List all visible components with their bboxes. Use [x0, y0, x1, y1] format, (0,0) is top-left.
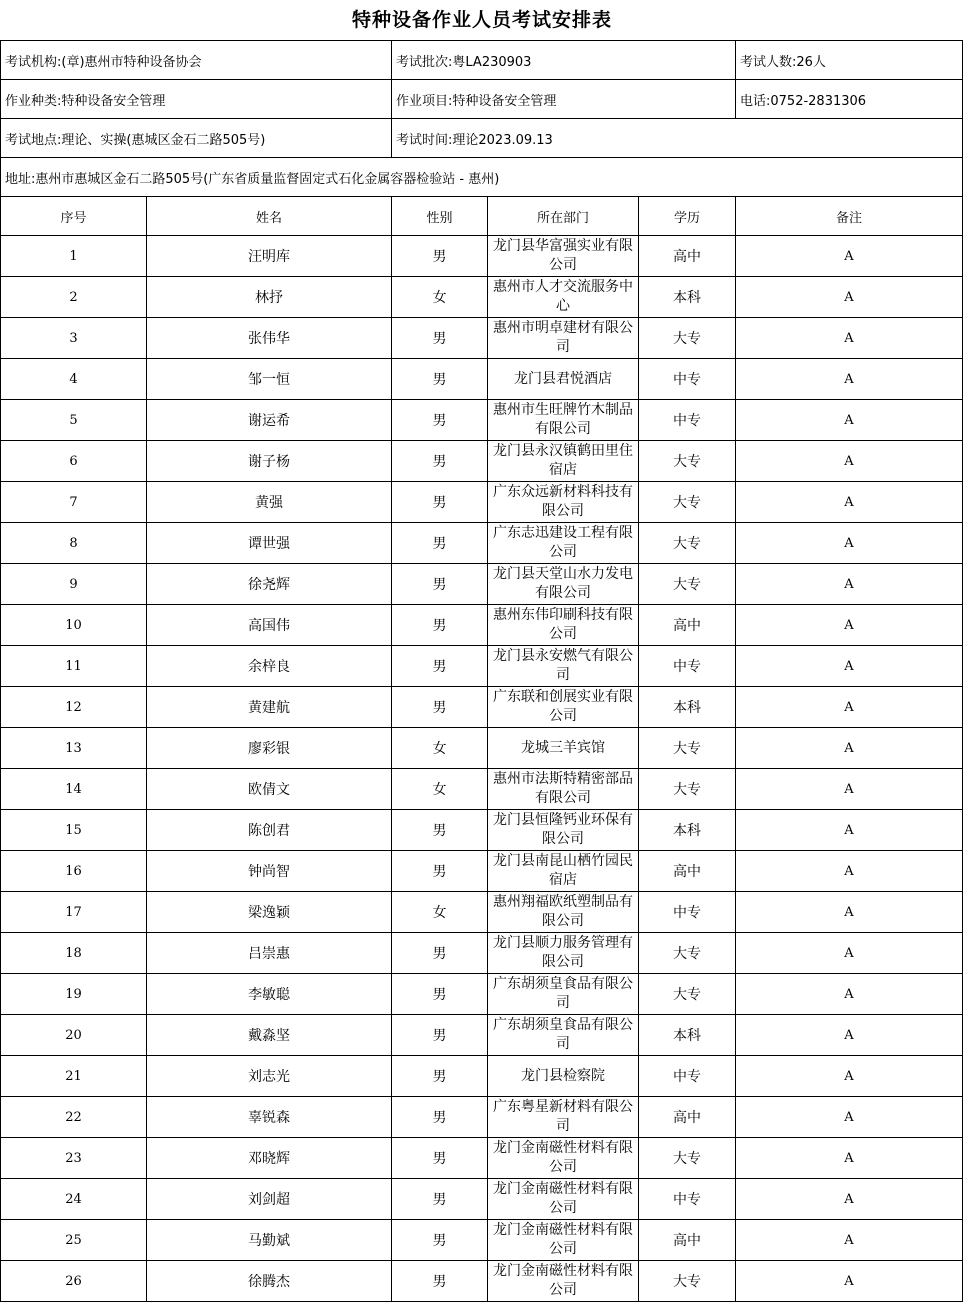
row-number: 19: [1, 974, 147, 1015]
row-number: 25: [1, 1220, 147, 1261]
candidate-gender: 男: [392, 605, 488, 646]
exam-batch: 考试批次:粤LA230903: [392, 41, 736, 80]
row-number: 26: [1, 1261, 147, 1302]
row-number: 21: [1, 1056, 147, 1097]
candidate-note: A: [736, 851, 963, 892]
candidate-name: 徐尧辉: [147, 564, 392, 605]
row-number: 12: [1, 687, 147, 728]
exam-info-table: [0, 40, 963, 197]
candidate-gender: 男: [392, 1220, 488, 1261]
candidate-name: 高国伟: [147, 605, 392, 646]
table-row: [1, 441, 963, 482]
candidate-education: 大专: [639, 728, 736, 769]
candidate-department: 惠州市明卓建材有限公司: [488, 318, 639, 359]
candidate-note: A: [736, 277, 963, 318]
contact-phone: 电话:0752-2831306: [736, 80, 963, 119]
candidate-education: 本科: [639, 277, 736, 318]
candidate-note: A: [736, 1097, 963, 1138]
candidate-education: 中专: [639, 359, 736, 400]
table-row: [1, 277, 963, 318]
candidate-name: 吕崇惠: [147, 933, 392, 974]
candidate-note: A: [736, 1015, 963, 1056]
row-number: 17: [1, 892, 147, 933]
candidate-gender: 男: [392, 1179, 488, 1220]
candidate-gender: 男: [392, 441, 488, 482]
candidate-note: A: [736, 687, 963, 728]
work-item: 作业项目:特种设备安全管理: [392, 80, 736, 119]
table-row: [1, 646, 963, 687]
table-row: [1, 810, 963, 851]
exam-address: 地址:惠州市惠城区金石二路505号(广东省质量监督固定式石化金属容器检验站 - 惠州): [1, 158, 963, 197]
candidate-department: 龙门县君悦酒店: [488, 359, 639, 400]
page-title: 特种设备作业人员考试安排表: [351, 9, 612, 31]
candidate-education: 大专: [639, 769, 736, 810]
table-row: [1, 851, 963, 892]
candidate-education: 大专: [639, 564, 736, 605]
candidate-education: 中专: [639, 646, 736, 687]
info-row: [1, 80, 963, 119]
table-row: [1, 769, 963, 810]
candidate-gender: 男: [392, 359, 488, 400]
row-number: 23: [1, 1138, 147, 1179]
table-row: [1, 605, 963, 646]
candidate-education: 高中: [639, 851, 736, 892]
candidate-education: 大专: [639, 318, 736, 359]
candidate-name: 马勤斌: [147, 1220, 392, 1261]
info-row: [1, 158, 963, 197]
candidate-gender: 男: [392, 482, 488, 523]
candidate-note: A: [736, 1261, 963, 1302]
candidate-name: 徐腾杰: [147, 1261, 392, 1302]
candidate-gender: 男: [392, 1056, 488, 1097]
column-header-gender: 性别: [392, 197, 488, 236]
candidate-name: 汪明库: [147, 236, 392, 277]
candidate-gender: 女: [392, 728, 488, 769]
table-row: [1, 687, 963, 728]
row-number: 7: [1, 482, 147, 523]
candidate-name: 谭世强: [147, 523, 392, 564]
info-row: [1, 41, 963, 80]
row-number: 9: [1, 564, 147, 605]
candidate-education: 大专: [639, 523, 736, 564]
column-header-dept: 所在部门: [488, 197, 639, 236]
candidate-education: 大专: [639, 441, 736, 482]
candidate-note: A: [736, 728, 963, 769]
row-number: 1: [1, 236, 147, 277]
row-number: 22: [1, 1097, 147, 1138]
candidate-note: A: [736, 441, 963, 482]
candidate-name: 廖彩银: [147, 728, 392, 769]
candidate-note: A: [736, 974, 963, 1015]
candidate-education: 大专: [639, 933, 736, 974]
candidate-name: 钟尚智: [147, 851, 392, 892]
candidate-education: 高中: [639, 1220, 736, 1261]
candidate-name: 邓晓辉: [147, 1138, 392, 1179]
candidate-name: 邹一恒: [147, 359, 392, 400]
column-header-name: 姓名: [147, 197, 392, 236]
candidate-department: 龙门县南昆山栖竹园民宿店: [488, 851, 639, 892]
exam-location: 考试地点:理论、实操(惠城区金石二路505号): [1, 119, 392, 158]
candidate-department: 广东胡须皇食品有限公司: [488, 1015, 639, 1056]
row-number: 13: [1, 728, 147, 769]
candidate-note: A: [736, 810, 963, 851]
candidate-name: 刘志光: [147, 1056, 392, 1097]
candidate-education: 大专: [639, 1261, 736, 1302]
candidate-gender: 男: [392, 1261, 488, 1302]
candidate-department: 惠州东伟印刷科技有限公司: [488, 605, 639, 646]
candidate-gender: 男: [392, 1138, 488, 1179]
candidate-education: 大专: [639, 482, 736, 523]
table-header-row: [1, 197, 963, 236]
candidate-department: 广东众远新材料科技有限公司: [488, 482, 639, 523]
candidate-department: 广东志迅建设工程有限公司: [488, 523, 639, 564]
table-row: [1, 1138, 963, 1179]
candidate-gender: 女: [392, 892, 488, 933]
candidate-table: [0, 196, 963, 1302]
candidate-education: 中专: [639, 1056, 736, 1097]
candidate-department: 龙门金南磁性材料有限公司: [488, 1138, 639, 1179]
candidate-note: A: [736, 318, 963, 359]
candidate-name: 余梓良: [147, 646, 392, 687]
candidate-note: A: [736, 892, 963, 933]
candidate-department: 惠州市人才交流服务中心: [488, 277, 639, 318]
candidate-department: 惠州市法斯特精密部品有限公司: [488, 769, 639, 810]
candidate-education: 本科: [639, 687, 736, 728]
candidate-department: 龙门县永安燃气有限公司: [488, 646, 639, 687]
table-row: [1, 1015, 963, 1056]
candidate-gender: 男: [392, 810, 488, 851]
candidate-education: 本科: [639, 810, 736, 851]
table-row: [1, 318, 963, 359]
candidate-department: 龙门金南磁性材料有限公司: [488, 1179, 639, 1220]
candidate-education: 本科: [639, 1015, 736, 1056]
candidate-name: 辜锐森: [147, 1097, 392, 1138]
candidate-note: A: [736, 605, 963, 646]
candidate-note: A: [736, 236, 963, 277]
candidate-gender: 男: [392, 564, 488, 605]
column-header-education: 学历: [639, 197, 736, 236]
candidate-gender: 男: [392, 974, 488, 1015]
candidate-name: 欧倩文: [147, 769, 392, 810]
candidate-department: 龙门县检察院: [488, 1056, 639, 1097]
table-row: [1, 1261, 963, 1302]
table-row: [1, 1097, 963, 1138]
row-number: 20: [1, 1015, 147, 1056]
candidate-department: 龙门县恒隆钙业环保有限公司: [488, 810, 639, 851]
candidate-department: 龙门县天堂山水力发电有限公司: [488, 564, 639, 605]
table-row: [1, 523, 963, 564]
candidate-gender: 男: [392, 236, 488, 277]
column-header-no: 序号: [1, 197, 147, 236]
candidate-note: A: [736, 1138, 963, 1179]
column-header-note: 备注: [736, 197, 963, 236]
candidate-name: 谢子杨: [147, 441, 392, 482]
table-row: [1, 1179, 963, 1220]
candidate-department: 惠州市生旺牌竹木制品有限公司: [488, 400, 639, 441]
candidate-name: 梁逸颖: [147, 892, 392, 933]
candidate-note: A: [736, 359, 963, 400]
candidate-department: 龙城三羊宾馆: [488, 728, 639, 769]
table-row: [1, 892, 963, 933]
candidate-note: A: [736, 564, 963, 605]
row-number: 14: [1, 769, 147, 810]
row-number: 3: [1, 318, 147, 359]
candidate-name: 戴淼坚: [147, 1015, 392, 1056]
candidate-department: 广东胡须皇食品有限公司: [488, 974, 639, 1015]
candidate-note: A: [736, 523, 963, 564]
candidate-name: 黄强: [147, 482, 392, 523]
candidate-gender: 男: [392, 851, 488, 892]
candidate-gender: 男: [392, 933, 488, 974]
candidate-name: 张伟华: [147, 318, 392, 359]
candidate-gender: 男: [392, 687, 488, 728]
exam-count: 考试人数:26人: [736, 41, 963, 80]
candidate-note: A: [736, 1179, 963, 1220]
row-number: 5: [1, 400, 147, 441]
work-category: 作业种类:特种设备安全管理: [1, 80, 392, 119]
exam-time: 考试时间:理论2023.09.13: [392, 119, 963, 158]
candidate-name: 陈创君: [147, 810, 392, 851]
candidate-note: A: [736, 1056, 963, 1097]
candidate-name: 李敏聪: [147, 974, 392, 1015]
table-row: [1, 1220, 963, 1261]
candidate-note: A: [736, 1220, 963, 1261]
candidate-department: 龙门县永汉镇鹤田里住宿店: [488, 441, 639, 482]
row-number: 16: [1, 851, 147, 892]
table-row: [1, 400, 963, 441]
candidate-department: 广东联和创展实业有限公司: [488, 687, 639, 728]
table-row: [1, 564, 963, 605]
candidate-education: 中专: [639, 400, 736, 441]
candidate-education: 高中: [639, 236, 736, 277]
candidate-note: A: [736, 933, 963, 974]
candidate-education: 大专: [639, 1138, 736, 1179]
candidate-education: 中专: [639, 892, 736, 933]
candidate-name: 黄建航: [147, 687, 392, 728]
candidate-name: 谢运希: [147, 400, 392, 441]
candidate-gender: 女: [392, 769, 488, 810]
row-number: 15: [1, 810, 147, 851]
candidate-education: 高中: [639, 605, 736, 646]
candidate-department: 惠州翔福欧纸塑制品有限公司: [488, 892, 639, 933]
row-number: 11: [1, 646, 147, 687]
candidate-note: A: [736, 769, 963, 810]
table-row: [1, 236, 963, 277]
table-row: [1, 1056, 963, 1097]
table-row: [1, 933, 963, 974]
row-number: 2: [1, 277, 147, 318]
candidate-gender: 男: [392, 523, 488, 564]
row-number: 8: [1, 523, 147, 564]
candidate-note: A: [736, 482, 963, 523]
candidate-department: 广东粤星新材料有限公司: [488, 1097, 639, 1138]
candidate-gender: 男: [392, 400, 488, 441]
candidate-name: 刘剑超: [147, 1179, 392, 1220]
candidate-gender: 女: [392, 277, 488, 318]
exam-org: 考试机构:(章)惠州市特种设备协会: [1, 41, 392, 80]
candidate-department: 龙门县顺力服务管理有限公司: [488, 933, 639, 974]
row-number: 10: [1, 605, 147, 646]
candidate-education: 中专: [639, 1179, 736, 1220]
table-row: [1, 359, 963, 400]
candidate-education: 高中: [639, 1097, 736, 1138]
row-number: 18: [1, 933, 147, 974]
row-number: 6: [1, 441, 147, 482]
candidate-gender: 男: [392, 318, 488, 359]
table-row: [1, 974, 963, 1015]
candidate-education: 大专: [639, 974, 736, 1015]
table-row: [1, 728, 963, 769]
candidate-note: A: [736, 400, 963, 441]
candidate-department: 龙门县华富强实业有限公司: [488, 236, 639, 277]
candidate-gender: 男: [392, 646, 488, 687]
candidate-note: A: [736, 646, 963, 687]
candidate-name: 林抒: [147, 277, 392, 318]
info-row: [1, 119, 963, 158]
table-row: [1, 482, 963, 523]
candidate-gender: 男: [392, 1097, 488, 1138]
row-number: 24: [1, 1179, 147, 1220]
candidate-department: 龙门金南磁性材料有限公司: [488, 1261, 639, 1302]
row-number: 4: [1, 359, 147, 400]
candidate-gender: 男: [392, 1015, 488, 1056]
candidate-department: 龙门金南磁性材料有限公司: [488, 1220, 639, 1261]
